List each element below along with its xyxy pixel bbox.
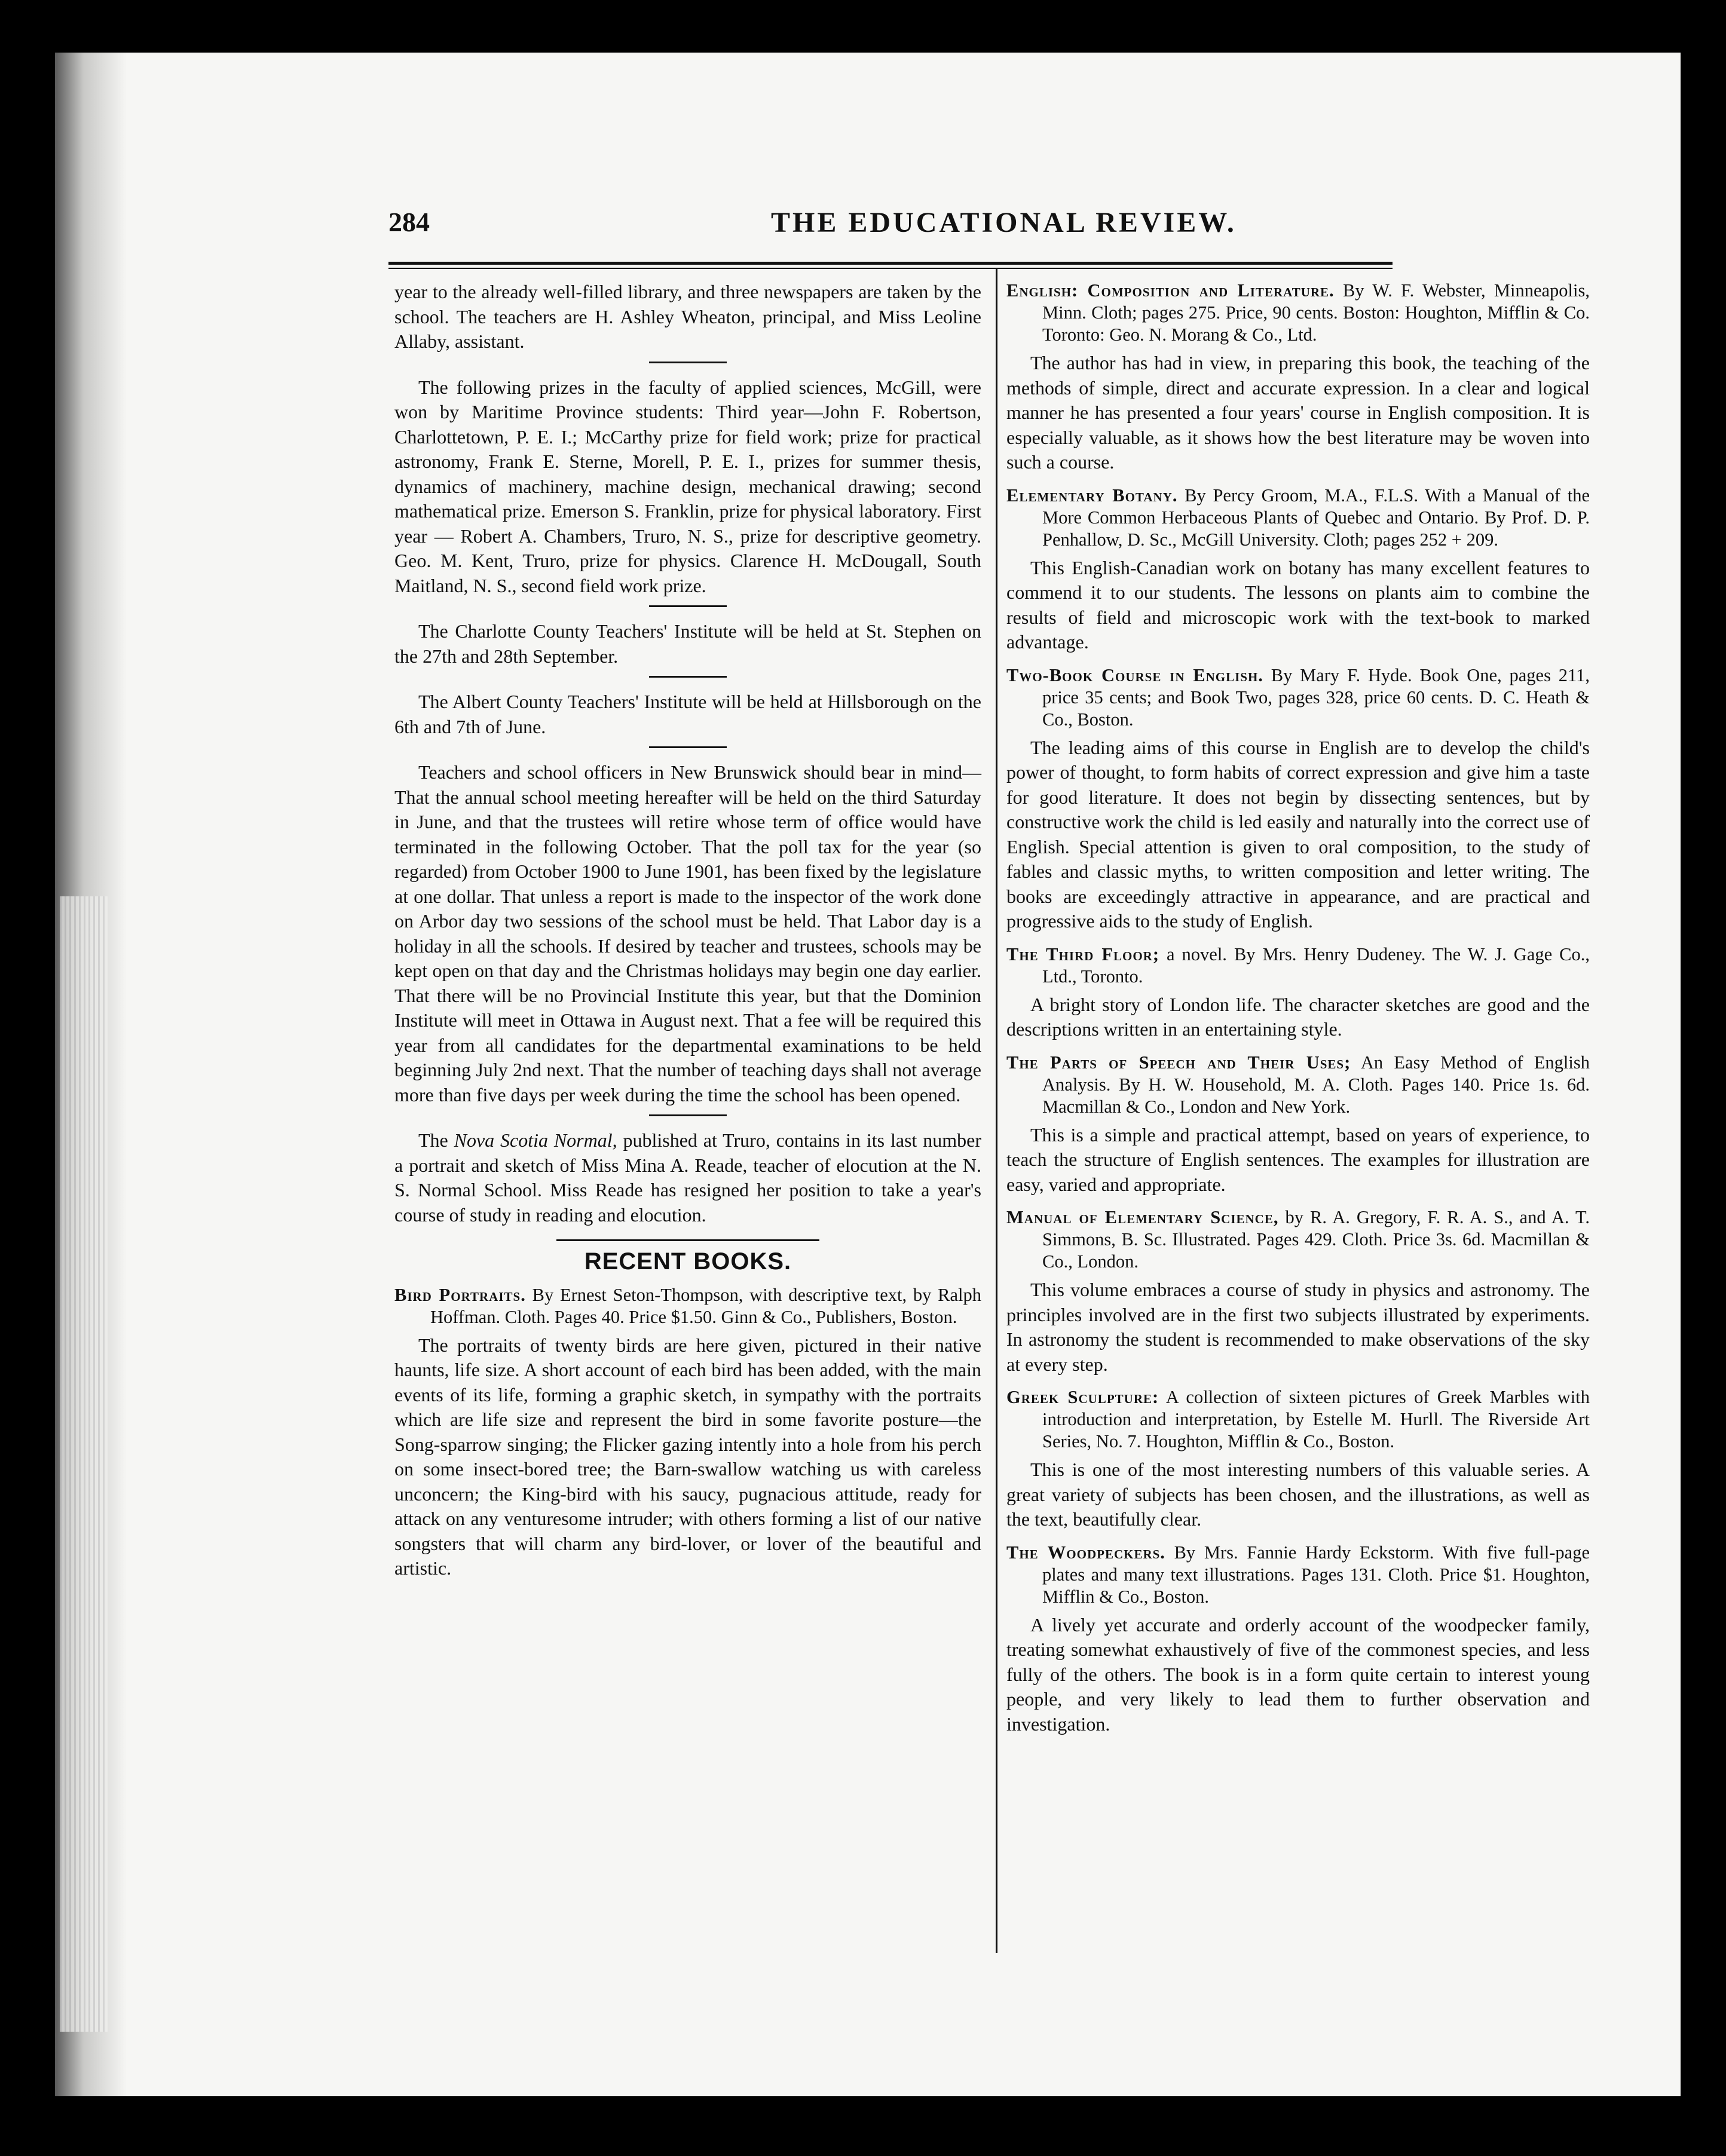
book-details: A collection of sixteen pictures of Greek Marbles with introduction and interpretation, by Estelle M. Hurll. The Riverside Art Series, No. 7. Houghton, Mifflin & Co., Boston. xyxy=(1042,1387,1590,1451)
book-review: The leading aims of this course in English are to develop the child's power of thought, to form habits of correct expression and give him a taste for good literature. It does not begin by dissecting sentences, but by constructive work the child is led easily and naturally into the correct use of English. Special attention is given to oral composition, to the study of fables and classic myths, to written composition and letter writing. The books are exceedingly attractive in appearance, and are practical and progressive aids to the study of English. xyxy=(1006,736,1590,932)
book-review: This volume embraces a course of study in physics and astronomy. The principles involved are in the first two subjects illustrated by experiments. In astronomy the student is recommended to make observations of the sky at every step. xyxy=(1006,1279,1590,1375)
book-title: Two-Book Course in English. xyxy=(1006,664,1263,685)
book-entry-heading xyxy=(1006,1542,1590,1608)
column-divider xyxy=(996,268,997,1953)
book-details: By Mrs. Fannie Hardy Eckstorm. With five full-page plates and many text illustrations. Pages 131. Cloth. Price $1. Houghton, Mifflin & Co., Boston. xyxy=(1042,1542,1590,1607)
book-entry-heading xyxy=(1006,1206,1590,1273)
paragraph-new-brunswick-notice: Teachers and school officers in New Brunswick should bear in mind—That the annual school meeting hereafter will be held on the third Saturday in June, and that the trustees will retire whose term of office would have terminated in the following October. That the poll tax for the year (so regarded) from October 1900 to June 1901, has been fixed by the legislature at one dollar. That unless a report is made to the inspector of the work done on Arbor day two sessions of the school must be held. That Labor day is a holiday in all the schools. If desired by teacher and trustees, schools may be kept open on that day and the Christmas holidays may begin one day earlier. That there will be no Provincial Institute this year, but that the Dominion Institute will meet in Ottawa in August next. That a fee will be required this year from all candidates for the departmental examinations to be held beginning July 2nd next. That the number of teaching days shall not average more than five days per week during the time the school has been opened. xyxy=(394,761,981,1105)
separator xyxy=(649,746,727,748)
book-title: The Third Floor; xyxy=(1006,944,1159,964)
separator xyxy=(649,676,727,678)
paragraph-mcgill-prizes: The following prizes in the faculty of applied sciences, McGill, were won by Maritime Province students: Third year—John F. Robertson, Charlottetown, P. E. I.; McCarthy prize for field work; prize for practical astronomy, Frank E. Sterne, Morell, P. E. I., prizes for summer thesis, dynamics of machinery, machine design, mechanical drawing; second mathematical prize. Emerson S. Franklin, prize for physical laboratory. First year — Robert A. Chambers, Truro, N. S., prize for descriptive geometry. Geo. M. Kent, Truro, prize for physics. Clarence H. McDougall, South Maitland, N. S., second field work prize. xyxy=(394,376,981,596)
book-details: By Percy Groom, M.A., F.L.S. With a Manual of the More Common Herbaceous Plants of Quebec and Ontario. By Prof. D. P. Penhallow, D. Sc., McGill University. Cloth; pages 252 + 209. xyxy=(1042,485,1590,550)
book-title: Bird Portraits. xyxy=(394,1284,526,1305)
running-head xyxy=(388,206,1404,248)
page-number: 284 xyxy=(388,207,430,237)
book-review: A lively yet accurate and orderly account of the woodpecker family, treating somewhat exhaustively of five of the commonest species, and less fully of the others. The book is in a form quite certain to interest young people, and very likely to lead them to further observation and investigation. xyxy=(1006,1613,1590,1735)
book-entry-heading xyxy=(394,1284,981,1328)
book-entry-heading xyxy=(1006,664,1590,731)
book-title: Elementary Botany. xyxy=(1006,485,1178,506)
text-segment: The xyxy=(418,1129,454,1151)
book-review: The portraits of twenty birds are here given, pictured in their native haunts, life size. A short account of each bird has been added, with the main events of its life, forming a graphic sketch, in sympathy with the portraits which are life size and represent the bird in some favorite posture—the Song-sparrow singing; the Flicker gazing intently into a hole from his perch on some insect-bored tree; the Barn-swallow watching us with careless unconcern; the King-bird with his saucy, pugnacious attitude, ready for attack on any venturesome intruder; with others forming a list of our native songsters that will charm any bird-lover, or lover of the beautiful and artistic. xyxy=(394,1334,981,1579)
paragraph-charlotte-institute: The Charlotte County Teachers' Institute will be held at St. Stephen on the 27th and 28th September. xyxy=(394,620,981,667)
page-edges xyxy=(60,896,108,2032)
book-details: a novel. By Mrs. Henry Dudeney. The W. J. Gage Co., Ltd., Toronto. xyxy=(1042,944,1590,987)
paragraph-albert-institute: The Albert County Teachers' Institute will be held at Hillsborough on the 6th and 7th of June. xyxy=(394,691,981,737)
text-segment: published at Truro, contains in its last number a portrait and sketch of Miss Mina A. Reade, teacher of elocution at the N. S. Normal School. Miss Reade has resigned her position to take a year's course of study in reading and elocution. xyxy=(394,1129,981,1226)
book-details: By W. F. Webster, Minneapolis, Minn. Cloth; pages 275. Price, 90 cents. Boston: Houghton, Mifflin & Co. Toronto: Geo. N. Morang & Co., Ltd. xyxy=(1042,280,1590,345)
book-entry-heading xyxy=(1006,280,1590,346)
book-review: A bright story of London life. The character sketches are good and the descriptions written in an entertaining style. xyxy=(1006,993,1590,1040)
book-entry-heading xyxy=(1006,944,1590,988)
book-title: Manual of Elementary Science, xyxy=(1006,1207,1279,1227)
book-review: This English-Canadian work on botany has many excellent features to commend it to our students. The lessons on plants aim to combine the results of field and microscopic work with the text-book to marked advantage. xyxy=(1006,556,1590,653)
separator xyxy=(649,605,727,607)
book-title: The Woodpeckers. xyxy=(1006,1542,1165,1563)
book-details: By Mary F. Hyde. Book One, pages 211, price 35 cents; and Book Two, pages 328, price 60 cents. D. C. Heath & Co., Boston. xyxy=(1042,664,1590,730)
paragraph-nova-scotia-normal xyxy=(394,1128,981,1227)
book-entry-heading xyxy=(1006,1386,1590,1453)
paragraph-library: year to the already well-filled library, and three newspapers are taken by the school. The teachers are H. Ashley Wheaton, principal, and Miss Leoline Allaby, assistant. xyxy=(394,281,981,352)
book-entry-heading xyxy=(1006,1052,1590,1118)
publication-name: Nova Scotia Normal, xyxy=(454,1129,617,1151)
book-details: by R. A. Gregory, F. R. A. S., and A. T. Simmons, B. Sc. Illustrated. Pages 429. Cloth. Price 3s. 6d. Macmillan & Co., London. xyxy=(1042,1207,1590,1272)
left-column xyxy=(394,280,981,1591)
separator xyxy=(649,1114,727,1116)
book-review: This is one of the most interesting numbers of this valuable series. A great variety of subjects has been chosen, and the illustrations, as well as the text, beautifully clear. xyxy=(1006,1459,1590,1530)
header-rule-top xyxy=(388,262,1393,265)
book-review: The author has had in view, in preparing this book, the teaching of the methods of simple, direct and accurate expression. In a clear and logical manner he has presented a four years' course in English composition. It is especially valuable, as it shows how the best literature may be woven into such a course. xyxy=(1006,352,1590,473)
section-rule xyxy=(556,1239,819,1241)
header-rule-bottom xyxy=(388,268,1393,269)
book-title: Greek Sculpture: xyxy=(1006,1387,1159,1407)
book-title: English: Composition and Literature. xyxy=(1006,280,1335,301)
book-entry-heading xyxy=(1006,485,1590,551)
separator xyxy=(649,362,727,363)
section-title: RECENT BOOKS. xyxy=(584,1248,792,1275)
right-column xyxy=(1006,280,1590,1746)
book-details: An Easy Method of English Analysis. By H. W. Household, M. A. Cloth. Pages 140. Price 1s. 6d. Macmillan & Co., London and New York. xyxy=(1042,1052,1590,1117)
journal-title: THE EDUCATIONAL REVIEW. xyxy=(771,207,1237,238)
book-details: By Ernest Seton-Thompson, with descriptive text, by Ralph Hoffman. Cloth. Pages 40. Price $1.50. Ginn & Co., Publishers, Boston. xyxy=(430,1284,981,1327)
book-review: This is a simple and practical attempt, based on years of experience, to teach the structure of English sentences. The examples for illustration are easy, varied and appropriate. xyxy=(1006,1123,1590,1195)
book-title: The Parts of Speech and Their Uses; xyxy=(1006,1052,1351,1073)
